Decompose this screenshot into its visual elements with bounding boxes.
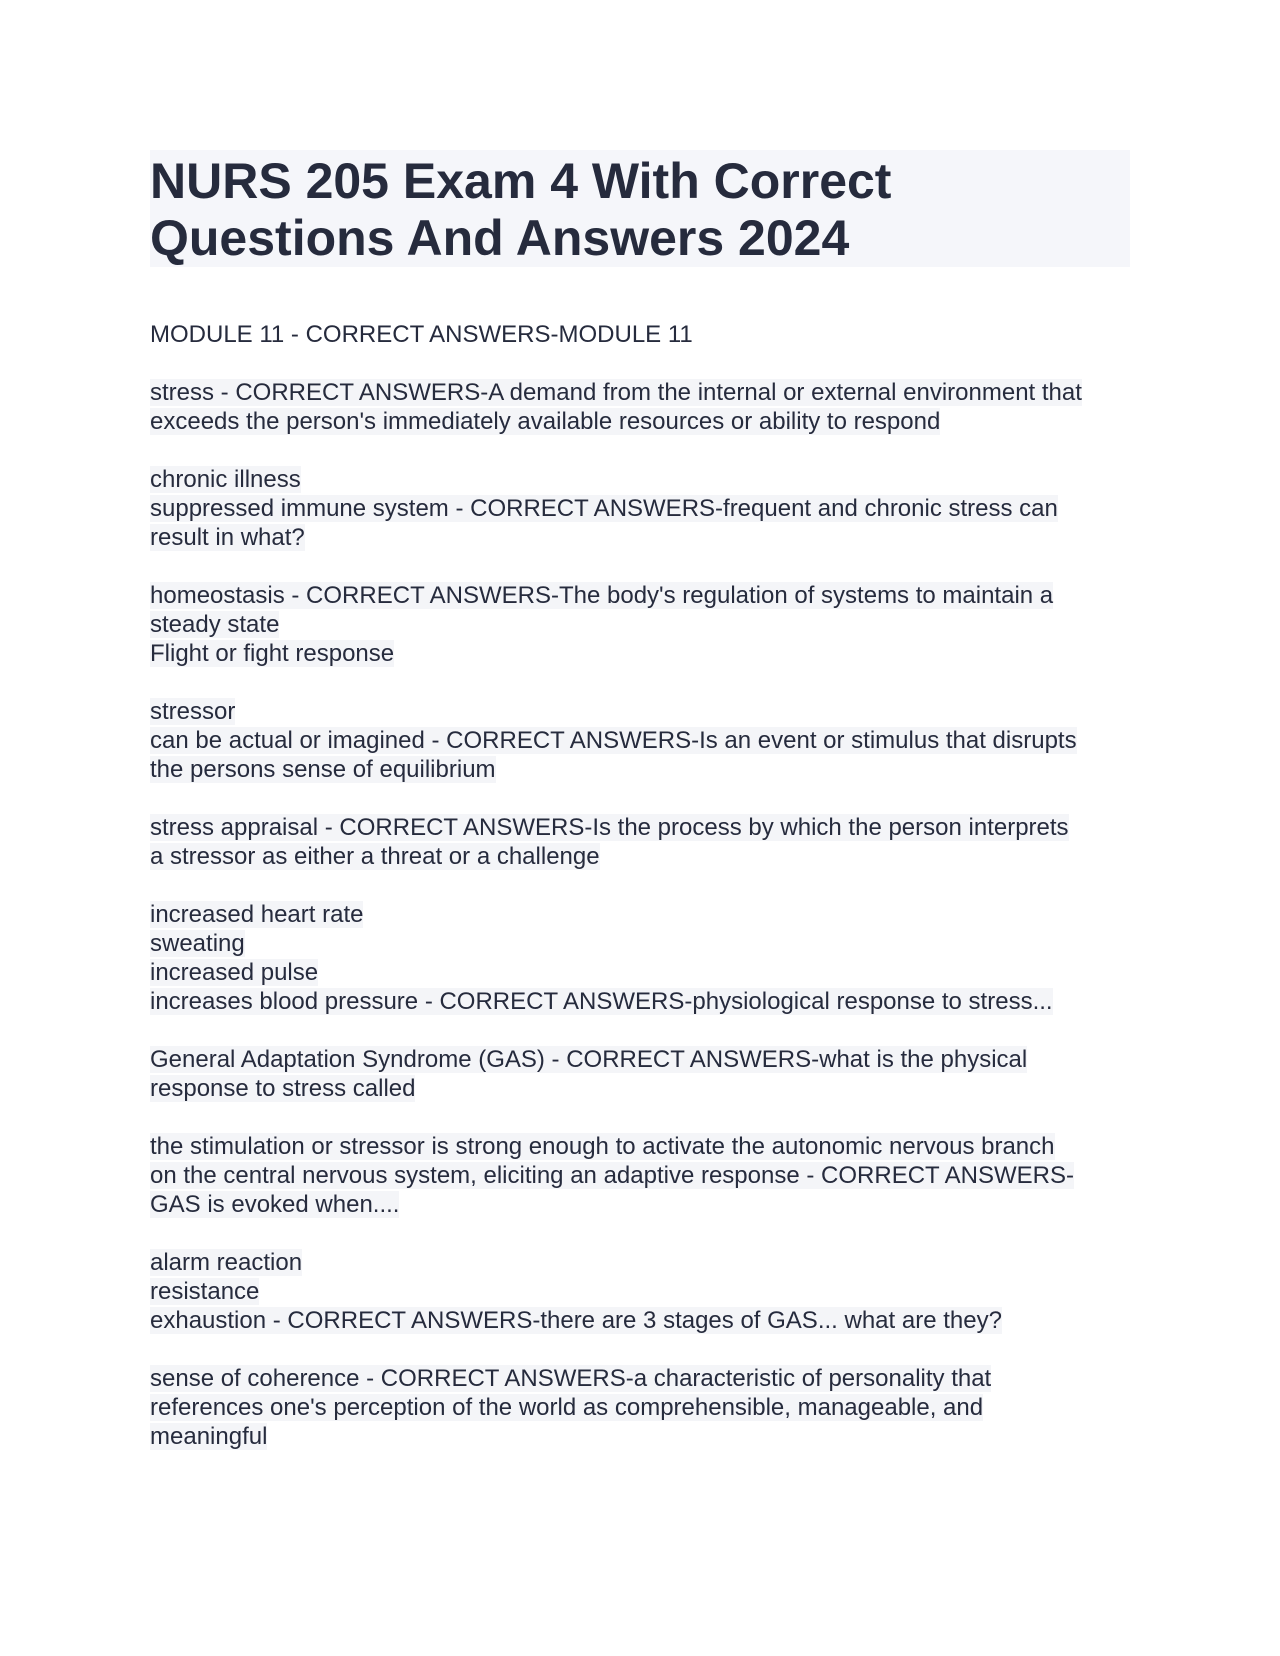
text-line — [150, 842, 1130, 871]
text-line — [150, 755, 1130, 784]
qa-paragraph — [150, 1132, 1130, 1219]
text-line-content: steady state — [150, 611, 280, 638]
text-line — [150, 407, 1130, 436]
text-line-content: General Adaptation Syndrome (GAS) - CORRECT ANSWERS-what is the physical — [150, 1046, 1028, 1073]
text-line-content: stress - CORRECT ANSWERS-A demand from the internal or external environment that — [150, 379, 1082, 406]
text-line — [150, 1422, 1130, 1451]
qa-paragraph — [150, 378, 1130, 436]
text-line-content: GAS is evoked when.... — [150, 1191, 400, 1218]
text-line — [150, 465, 1130, 494]
text-line-content: alarm reaction — [150, 1249, 303, 1276]
text-line — [150, 813, 1130, 842]
text-line — [150, 1190, 1130, 1219]
text-line — [150, 523, 1130, 552]
qa-paragraph — [150, 581, 1130, 668]
text-line-content: increased heart rate — [150, 901, 364, 928]
qa-paragraph — [150, 697, 1130, 784]
text-line-content: Flight or fight response — [150, 640, 395, 667]
qa-paragraph — [150, 1045, 1130, 1103]
text-line — [150, 1306, 1130, 1335]
text-line-content: chronic illness — [150, 466, 301, 493]
text-line-content: response to stress called — [150, 1075, 416, 1102]
text-line-content: can be actual or imagined - CORRECT ANSWERS-Is an event or stimulus that disrupts — [150, 727, 1077, 754]
text-line-content: sense of coherence - CORRECT ANSWERS-a characteristic of personality that — [150, 1365, 992, 1392]
text-line-content: stress appraisal - CORRECT ANSWERS-Is the process by which the person interprets — [150, 814, 1069, 841]
document-body — [150, 320, 1130, 1451]
text-line-content: on the central nervous system, eliciting an adaptive response - CORRECT ANSWERS- — [150, 1162, 1074, 1189]
text-line — [150, 697, 1130, 726]
text-line — [150, 1045, 1130, 1074]
text-line — [150, 1074, 1130, 1103]
text-line-content: resistance — [150, 1278, 260, 1305]
text-line — [150, 639, 1130, 668]
text-line — [150, 958, 1130, 987]
text-line — [150, 900, 1130, 929]
text-line-content: meaningful — [150, 1423, 268, 1450]
text-line-content: exceeds the person's immediately available resources or ability to respond — [150, 408, 941, 435]
text-line — [150, 1161, 1130, 1190]
text-line-content: MODULE 11 - CORRECT ANSWERS-MODULE 11 — [150, 321, 693, 348]
text-line-content: sweating — [150, 930, 245, 957]
text-line — [150, 726, 1130, 755]
text-line — [150, 1248, 1130, 1277]
text-line — [150, 320, 1130, 349]
qa-paragraph — [150, 900, 1130, 1016]
text-line-content: homeostasis - CORRECT ANSWERS-The body's regulation of systems to maintain a — [150, 582, 1054, 609]
qa-paragraph — [150, 813, 1130, 871]
text-line — [150, 581, 1130, 610]
text-line-content: stressor — [150, 698, 236, 725]
text-line — [150, 1277, 1130, 1306]
qa-paragraph — [150, 1364, 1130, 1451]
document-page — [150, 150, 1130, 1480]
text-line-content: references one's perception of the world as comprehensible, manageable, and — [150, 1394, 984, 1421]
text-line-content: suppressed immune system - CORRECT ANSWERS-frequent and chronic stress can — [150, 495, 1058, 522]
text-line — [150, 1132, 1130, 1161]
text-line-content: the persons sense of equilibrium — [150, 756, 496, 783]
text-line — [150, 494, 1130, 523]
text-line-content: a stressor as either a threat or a challenge — [150, 843, 600, 870]
text-line — [150, 1364, 1130, 1393]
text-line — [150, 610, 1130, 639]
text-line-content: exhaustion - CORRECT ANSWERS-there are 3 stages of GAS... what are they? — [150, 1307, 1002, 1334]
qa-paragraph — [150, 320, 1130, 349]
text-line — [150, 1393, 1130, 1422]
text-line — [150, 987, 1130, 1016]
text-line-content: the stimulation or stressor is strong enough to activate the autonomic nervous branch — [150, 1133, 1055, 1160]
qa-paragraph — [150, 465, 1130, 552]
qa-paragraph — [150, 1248, 1130, 1335]
document-title: NURS 205 Exam 4 With Correct Questions And Answers 2024 — [150, 150, 1130, 267]
text-line-content: increases blood pressure - CORRECT ANSWERS-physiological response to stress... — [150, 988, 1053, 1015]
text-line-content: result in what? — [150, 524, 305, 551]
text-line — [150, 378, 1130, 407]
text-line — [150, 929, 1130, 958]
text-line-content: increased pulse — [150, 959, 319, 986]
